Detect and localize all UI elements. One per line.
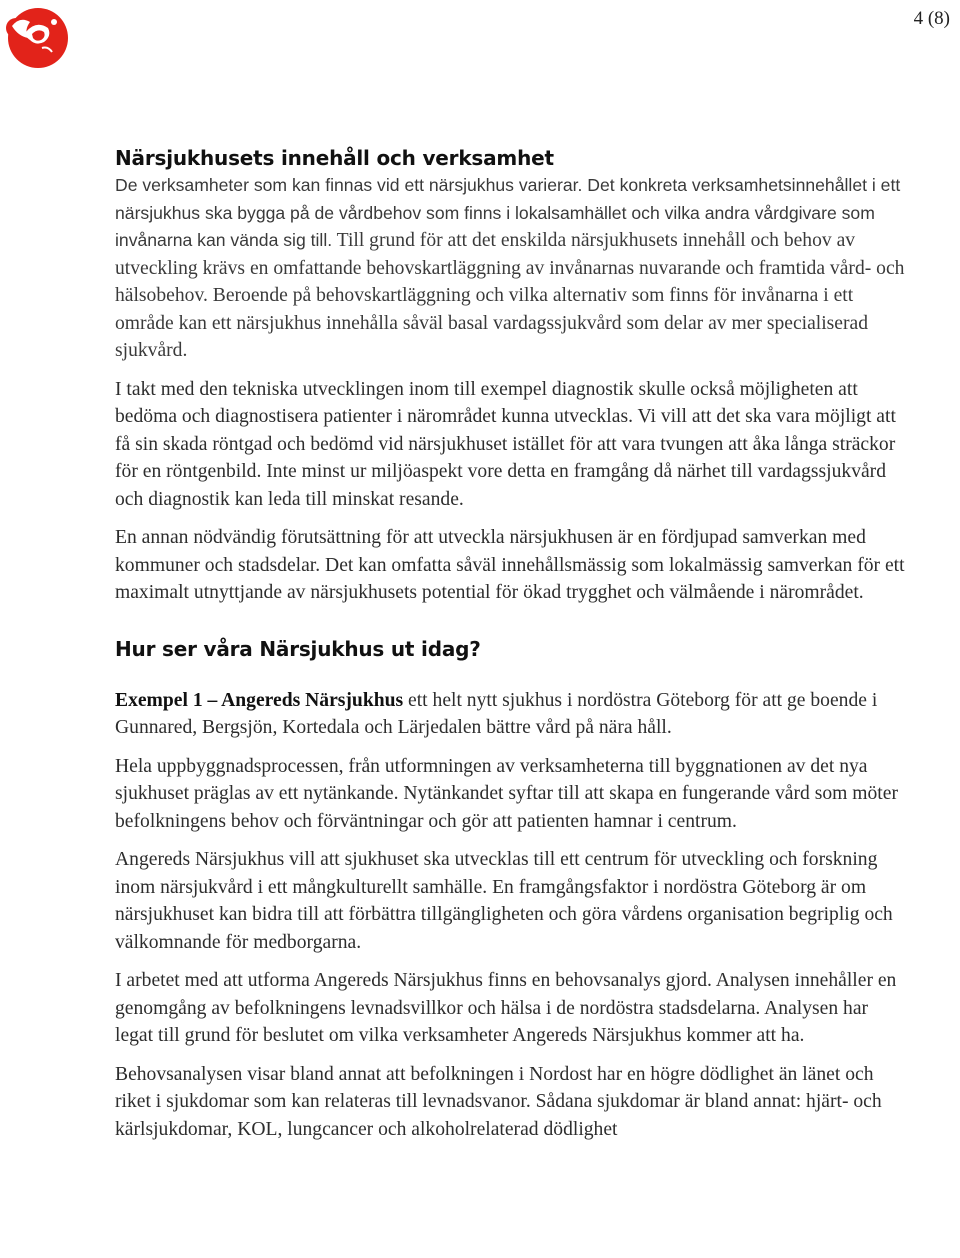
paragraph xyxy=(115,687,905,742)
paragraph: I arbetet med att utforma Angereds Närsjukhus finns en behovsanalys gjord. Analysen innehåller en genomgång av befolkningens levnadsvillkor och hälsa i de nordöstra stadsdelarna. Analysen har legat till grund för beslutet om vilka verksamheter Angereds Närsjukhus kommer att ha. xyxy=(115,970,897,1046)
example-title: Exempel 1 – Angereds Närsjukhus xyxy=(115,689,404,711)
page-number: 4 (8) xyxy=(913,8,950,29)
example-text: ett helt nytt sjukhus i nordöstra Göteborg för att ge boende i Gunnared, Bergsjön, Kortedala och Lärjedalen bättre vård på nära håll. xyxy=(115,689,878,738)
section-heading: Hur ser våra Närsjukhus ut idag? xyxy=(115,636,481,661)
paragraph: Behovsanalysen visar bland annat att befolkningen i Nordost har en högre dödlighet än länet och riket i sjukdomar som kan relateras till levnadsvanor. Sådana sjukdomar är bland annat: hjärt- och kärlsjukdomar, KOL, lungcancer och alkoholrelaterad dödlighet xyxy=(115,1063,882,1140)
paragraph xyxy=(115,172,905,365)
paragraph: Hela uppbyggnadsprocessen, från utformningen av verksamheterna till byggnationen av det nya sjukhuset präglas av ett nytänkande. Nytänkandet syftar till att skapa en fungerande vård som möter befolkningens behov och förväntningar och gör att patienten hamnar i centrum. xyxy=(115,755,898,832)
party-rose-logo xyxy=(2,2,70,70)
paragraph: Angereds Närsjukhus vill att sjukhuset ska utvecklas till ett centrum för utveckling och forskning inom närsjukvård i ett mångkulturellt samhälle. En framgångsfaktor i nordöstra Göteborg är om närsjukhuset kan bidra till att förbättra tillgängligheten och göra vårdens organisation begriplig och välkomnande för medborgarna. xyxy=(115,849,893,953)
paragraph: I takt med den tekniska utvecklingen inom till exempel diagnostik skulle också möjligheten att bedöma och diagnostisera patienter i närområdet kunna utvecklas. Vi vill att det ska vara möjligt att få sin skada röntgad och bedömd vid närsjukhuset istället för att vara tvungen att åka långa sträckor för en röntgenbild. Inte minst ur miljöaspekt vore detta en framgång då närhet till vardagssjukvård och diagnostik kan leda till minskat resande. xyxy=(115,378,896,510)
paragraph-serif-text: Till grund för att det enskilda närsjukhusets innehåll och behov av utveckling krävs en omfattande behovskartläggning av invånarnas nuvarande och framtida vård- och hälsobehov. Beroende på behovskartläggning och vilka alternativ som finns för invånarna i ett område kan ett närsjukhus innehålla såväl basal vardagssjukvård som delar av mer specialiserad sjukvård. xyxy=(115,230,905,361)
paragraph-sans-text: De verksamheter som kan finnas vid ett närsjukhus varierar. Det konkreta verksamhetsinnehållet i ett närsjukhus ska bygga på de vårdbehov som finns i lokalsamhället och vilka andra vårdgivare som invånarna kan vända sig till. xyxy=(115,175,901,250)
document-body xyxy=(115,144,905,1143)
paragraph: En annan nödvändig förutsättning för att utveckla närsjukhusen är en fördjupad samverkan med kommuner och stadsdelar. Det kan omfatta såväl innehållsmässig som lokalmässig samverkan för ett maximalt utnyttjande av närsjukhusets potential för ökad trygghet och välmående i närområdet. xyxy=(115,527,905,603)
section-heading: Närsjukhusets innehåll och verksamhet xyxy=(115,146,554,170)
